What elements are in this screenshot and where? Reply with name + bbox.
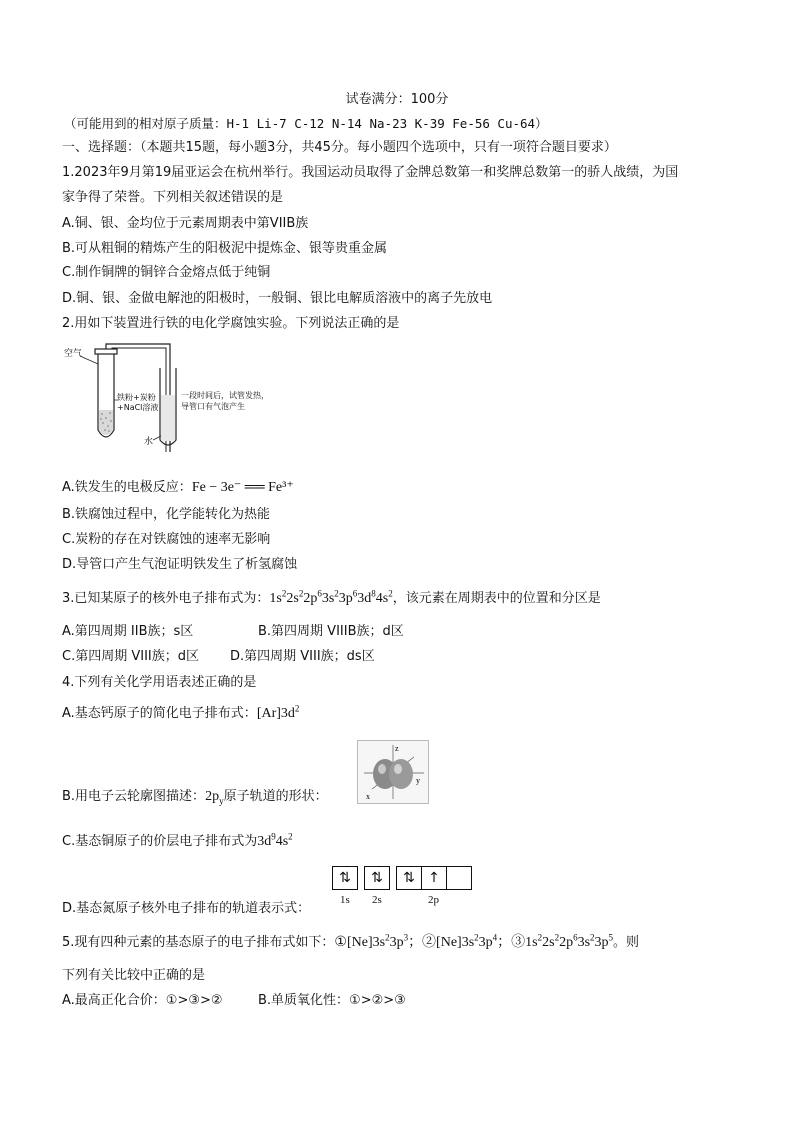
q1-option-a: A.铜、银、金均位于元素周期表中第VIIB族 [62, 216, 309, 231]
label-2p: 2p [428, 894, 439, 906]
svg-text:z: z [395, 744, 399, 753]
q5-configs: $①[Ne]3s^23p^3$；$②[Ne]3s^23p^4$；$③1s^22s^22p^63s^23p^5$ [334, 932, 614, 950]
q4-b-orbital: $2p_y$ [205, 789, 224, 806]
section-heading: 一、选择题：（本题共15题，每小题3分，共45分。每小题四个选项中，只有一项符合题目要求） [62, 140, 617, 155]
orbital-image [357, 740, 429, 804]
box-1s: ⇅ [332, 866, 358, 890]
svg-text:x: x [366, 792, 370, 801]
q3-option-c: C.第四周期 VIII族；d区 [62, 649, 199, 664]
q2-option-c: C.炭粉的存在对铁腐蚀的速率无影响 [62, 532, 271, 547]
observation-note [181, 390, 269, 412]
q4-option-b-suffix: 原子轨道的形状： [223, 789, 328, 804]
q3-stem [62, 589, 601, 609]
box-2s: ⇅ [364, 866, 390, 890]
q1-stem-2: 家争得了荣誉。下列相关叙述错误的是 [62, 190, 284, 205]
q4-option-d: D.基态氮原子核外电子排布的轨道表示式： [62, 901, 311, 916]
q5-option-a: A.最高正化合价：①>③>② [62, 993, 223, 1008]
q2-option-a [62, 478, 294, 498]
box-2p-2: ↑ [421, 866, 447, 890]
p-orbital-figure [358, 741, 428, 803]
label-2s: 2s [372, 894, 382, 906]
q5-stem-2: 下列有关比较中正确的是 [62, 968, 206, 983]
q4-option-a [62, 704, 299, 724]
q2-option-b: B.铁腐蚀过程中，化学能转化为热能 [62, 507, 271, 522]
q5-stem [62, 933, 639, 953]
label-1s: 1s [340, 894, 350, 906]
q2-apparatus-figure [62, 340, 302, 452]
note-line-2: 导管口有气泡产生 [181, 402, 245, 411]
q4-option-a-text: A.基态钙原子的简化电子排布式： [62, 706, 257, 721]
q5-option-b: B.单质氧化性：①>②>③ [258, 993, 406, 1008]
q2-option-d: D.导管口产生气泡证明铁发生了析氢腐蚀 [62, 557, 298, 572]
mixture-line-2: +NaCl溶液 [117, 403, 159, 412]
q2-stem: 2.用如下装置进行铁的电化学腐蚀实验。下列说法正确的是 [62, 316, 400, 331]
q3-config: $1s^22s^22p^63s^23p^63d^84s^2$ [269, 588, 393, 606]
mixture-line-1: 铁粉+炭粉 [117, 393, 156, 402]
q3-stem-prefix: 3.已知某原子的核外电子排布式为： [62, 591, 270, 606]
note-line-1: 一段时间后，试管发热， [181, 391, 269, 400]
q4-option-c [62, 832, 293, 852]
q4-a-config: $[Ar]3d^2$ [256, 703, 300, 721]
box-2p-1: ⇅ [396, 866, 422, 890]
q3-stem-suffix: ，该元素在周期表中的位置和分区是 [392, 591, 601, 606]
q4-c-config: $3d^94s^2$ [257, 831, 293, 849]
q3-option-a: A.第四周期 IIB族；s区 [62, 624, 194, 639]
box-2p-3 [446, 866, 472, 890]
q4-option-c-text: C.基态铜原子的价层电子排布式为 [62, 834, 258, 849]
q1-option-b: B.可从粗铜的精炼产生的阳极泥中提炼金、银等贵重金属 [62, 241, 388, 256]
q1-stem-1: 1.2023年9月第19届亚运会在杭州举行。我国运动员取得了金牌总数第一和奖牌总数第一的骄人战绩，为国 [62, 165, 679, 180]
atomic-masses: （可能用到的相对原子质量：H-1 Li-7 C-12 N-14 Na-23 K-39 Fe-56 Cu-64） [64, 116, 548, 131]
orbital-diagram [328, 866, 472, 912]
full-score: 试卷满分：100分 [345, 92, 449, 107]
q5-stem-end: 。则 [613, 935, 640, 950]
water-label: 水 [144, 437, 154, 447]
q3-option-b: B.第四周期 VIIIB族；d区 [258, 624, 404, 639]
q2-option-a-text: A.铁发生的电极反应： [62, 480, 192, 495]
q1-option-d: D.铜、银、金做电解池的阳极时，一般铜、银比电解质溶液中的离子先放电 [62, 291, 493, 306]
q4-option-b-prefix: B.用电子云轮廓图描述： [62, 789, 206, 804]
q4-option-b [62, 787, 328, 807]
q3-option-d: D.第四周期 VIII族；ds区 [230, 649, 375, 664]
q2-equation: Fe − 3e⁻ ══ Fe³⁺ [191, 480, 294, 495]
q1-option-c: C.制作铜牌的铜锌合金熔点低于纯铜 [62, 265, 271, 280]
svg-text:y: y [416, 776, 420, 785]
mixture-label [117, 393, 158, 413]
q5-stem-prefix: 5.现有四种元素的基态原子的电子排布式如下： [62, 935, 335, 950]
q4-stem: 4.下列有关化学用语表述正确的是 [62, 675, 257, 690]
air-label: 空气 [64, 349, 83, 359]
